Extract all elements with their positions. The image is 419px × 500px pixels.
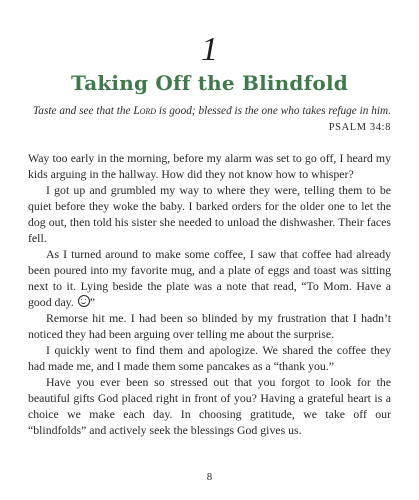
epigraph-text-start: Taste and see that the — [33, 105, 134, 117]
scripture-reference: PSALM 34:8 — [328, 122, 391, 133]
paragraph-3 — [28, 246, 391, 310]
smiley-face-icon — [78, 295, 90, 307]
paragraph-6: Have you ever been so stressed out that you forgot to look for the beautiful gifts God placed right in front of you? Having a grateful heart is a choice we make each day. In choosing gratitude, we take off our “blindfolds” and actively seek the blessings God gives us. — [28, 375, 391, 437]
page-number: 8 — [206, 471, 213, 483]
paragraph-5: I quickly went to find them and apologize. We shared the coffee they had made me, and I made them some pancakes as a “thank you.” — [28, 343, 391, 373]
paragraph-2: I got up and grumbled my way to where they were, telling them to be quiet before they woke the baby. I barked orders for the older one to let the dog out, then told his sister she needed to unload the dishwasher. Their faces fell. — [28, 183, 391, 245]
paragraph-4: Remorse hit me. I had been so blinded by my frustration that I hadn’t noticed they had been arguing over telling me about the surprise. — [28, 311, 391, 341]
body-text — [28, 150, 391, 438]
chapter-number: 1 — [201, 31, 218, 68]
paragraph-3-closing-quote: ” — [89, 295, 95, 309]
paragraph-1: Way too early in the morning, before my alarm was set to go off, I heard my kids arguing in the hallway. How did they not know how to whisper? — [28, 151, 391, 181]
epigraph-verse — [28, 104, 391, 118]
chapter-title: Taking Off the Blindfold — [71, 71, 348, 95]
epigraph-text-end: is good; blessed is the one who takes refuge in him. — [156, 105, 391, 117]
epigraph-lord: Lord — [133, 105, 157, 117]
paragraph-3-text: As I turned around to make some coffee, I saw that coffee had already been poured into my favorite mug, and a plate of eggs and toast was sitting next to it. Lying beside the plate was a note that read, “To Mom. Have a good day. — [28, 247, 391, 309]
